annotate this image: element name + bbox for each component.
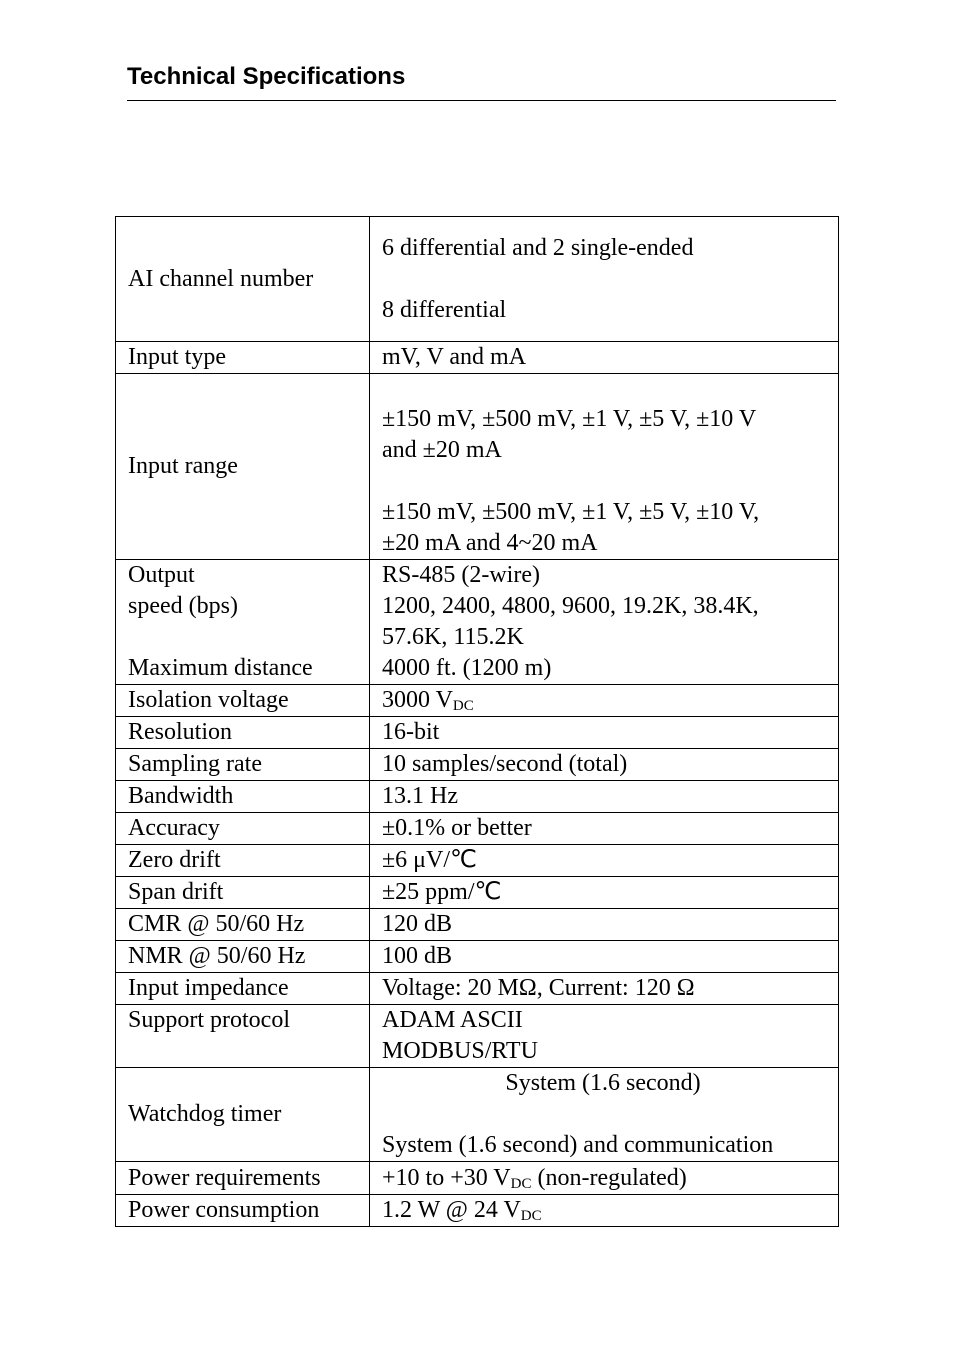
value-line: MODBUS/RTU bbox=[382, 1038, 538, 1064]
row-label: Power consumption bbox=[116, 1195, 370, 1227]
row-value: ±6 μV/℃ bbox=[370, 845, 839, 877]
row-label: Span drift bbox=[116, 877, 370, 909]
row-value: 13.1 Hz bbox=[370, 781, 839, 813]
row-value bbox=[370, 560, 839, 685]
row-label: Input range bbox=[116, 374, 370, 560]
value-line: and ±20 mA bbox=[382, 437, 502, 463]
row-label: Sampling rate bbox=[116, 749, 370, 781]
value-line: RS-485 (2-wire) bbox=[382, 562, 540, 588]
row-label: CMR @ 50/60 Hz bbox=[116, 909, 370, 941]
value-subscript: DC bbox=[510, 1175, 532, 1192]
value-line: System (1.6 second) bbox=[505, 1070, 701, 1096]
value-line: 57.6K, 115.2K bbox=[382, 624, 524, 650]
value-line: 4000 ft. (1200 m) bbox=[382, 655, 552, 681]
table-row bbox=[116, 685, 839, 717]
row-value: 100 dB bbox=[370, 941, 839, 973]
label-line: Maximum distance bbox=[128, 655, 313, 681]
label-line: speed (bps) bbox=[128, 593, 238, 619]
row-value: 120 dB bbox=[370, 909, 839, 941]
row-label: Resolution bbox=[116, 717, 370, 749]
value-line: ±20 mA and 4~20 mA bbox=[382, 530, 598, 556]
value-line: 1200, 2400, 4800, 9600, 19.2K, 38.4K, bbox=[382, 593, 759, 619]
value-line: ±150 mV, ±500 mV, ±1 V, ±5 V, ±10 V bbox=[382, 406, 757, 432]
value-line: ADAM ASCII bbox=[382, 1007, 523, 1033]
value-line: 6 differential and 2 single-ended bbox=[382, 234, 694, 261]
row-value: 16-bit bbox=[370, 717, 839, 749]
table-row bbox=[116, 973, 839, 1005]
row-label: Zero drift bbox=[116, 845, 370, 877]
value-text: (non-regulated) bbox=[531, 1164, 687, 1191]
row-label: Input impedance bbox=[116, 973, 370, 1005]
row-value: ±0.1% or better bbox=[370, 813, 839, 845]
table-row bbox=[116, 1195, 839, 1227]
table-row bbox=[116, 374, 839, 560]
row-label: AI channel number bbox=[116, 217, 370, 342]
row-label: NMR @ 50/60 Hz bbox=[116, 941, 370, 973]
value-text: 3000 V bbox=[382, 687, 453, 713]
row-label: Isolation voltage bbox=[116, 685, 370, 717]
table-row bbox=[116, 749, 839, 781]
row-value bbox=[370, 374, 839, 560]
row-value bbox=[370, 217, 839, 342]
table-row bbox=[116, 1162, 839, 1195]
table-row bbox=[116, 941, 839, 973]
row-label: Input type bbox=[116, 342, 370, 374]
row-value bbox=[370, 1162, 839, 1195]
row-label: Watchdog timer bbox=[116, 1068, 370, 1162]
row-value: Voltage: 20 MΩ, Current: 120 Ω bbox=[370, 973, 839, 1005]
value-line: ±150 mV, ±500 mV, ±1 V, ±5 V, ±10 V, bbox=[382, 499, 760, 525]
row-value: 10 samples/second (total) bbox=[370, 749, 839, 781]
row-value bbox=[370, 1005, 839, 1068]
value-text: +10 to +30 V bbox=[382, 1164, 511, 1191]
table-row bbox=[116, 909, 839, 941]
value-line: 8 differential bbox=[382, 296, 507, 323]
table-row bbox=[116, 845, 839, 877]
table-row bbox=[116, 342, 839, 374]
value-text: 1.2 W @ 24 V bbox=[382, 1197, 521, 1223]
value-subscript: DC bbox=[452, 698, 474, 714]
value-subscript: DC bbox=[520, 1208, 542, 1224]
value-line: System (1.6 second) and communication bbox=[382, 1132, 774, 1158]
row-value bbox=[370, 1068, 839, 1162]
table-row bbox=[116, 717, 839, 749]
row-label: Bandwidth bbox=[116, 781, 370, 813]
spec-table bbox=[115, 216, 839, 1227]
table-row bbox=[116, 877, 839, 909]
row-value: ±25 ppm/℃ bbox=[370, 877, 839, 909]
row-value: mV, V and mA bbox=[370, 342, 839, 374]
table-row bbox=[116, 1005, 839, 1068]
table-row bbox=[116, 560, 839, 685]
row-label: Power requirements bbox=[116, 1162, 370, 1195]
header-divider bbox=[127, 100, 836, 101]
row-value bbox=[370, 685, 839, 717]
row-label: Support protocol bbox=[116, 1005, 370, 1068]
table-row bbox=[116, 813, 839, 845]
table-row bbox=[116, 217, 839, 342]
row-value bbox=[370, 1195, 839, 1227]
row-label bbox=[116, 560, 370, 685]
row-label: Accuracy bbox=[116, 813, 370, 845]
label-line: Output bbox=[128, 562, 195, 588]
page-title: Technical Specifications bbox=[127, 63, 406, 90]
table-row bbox=[116, 1068, 839, 1162]
table-row bbox=[116, 781, 839, 813]
